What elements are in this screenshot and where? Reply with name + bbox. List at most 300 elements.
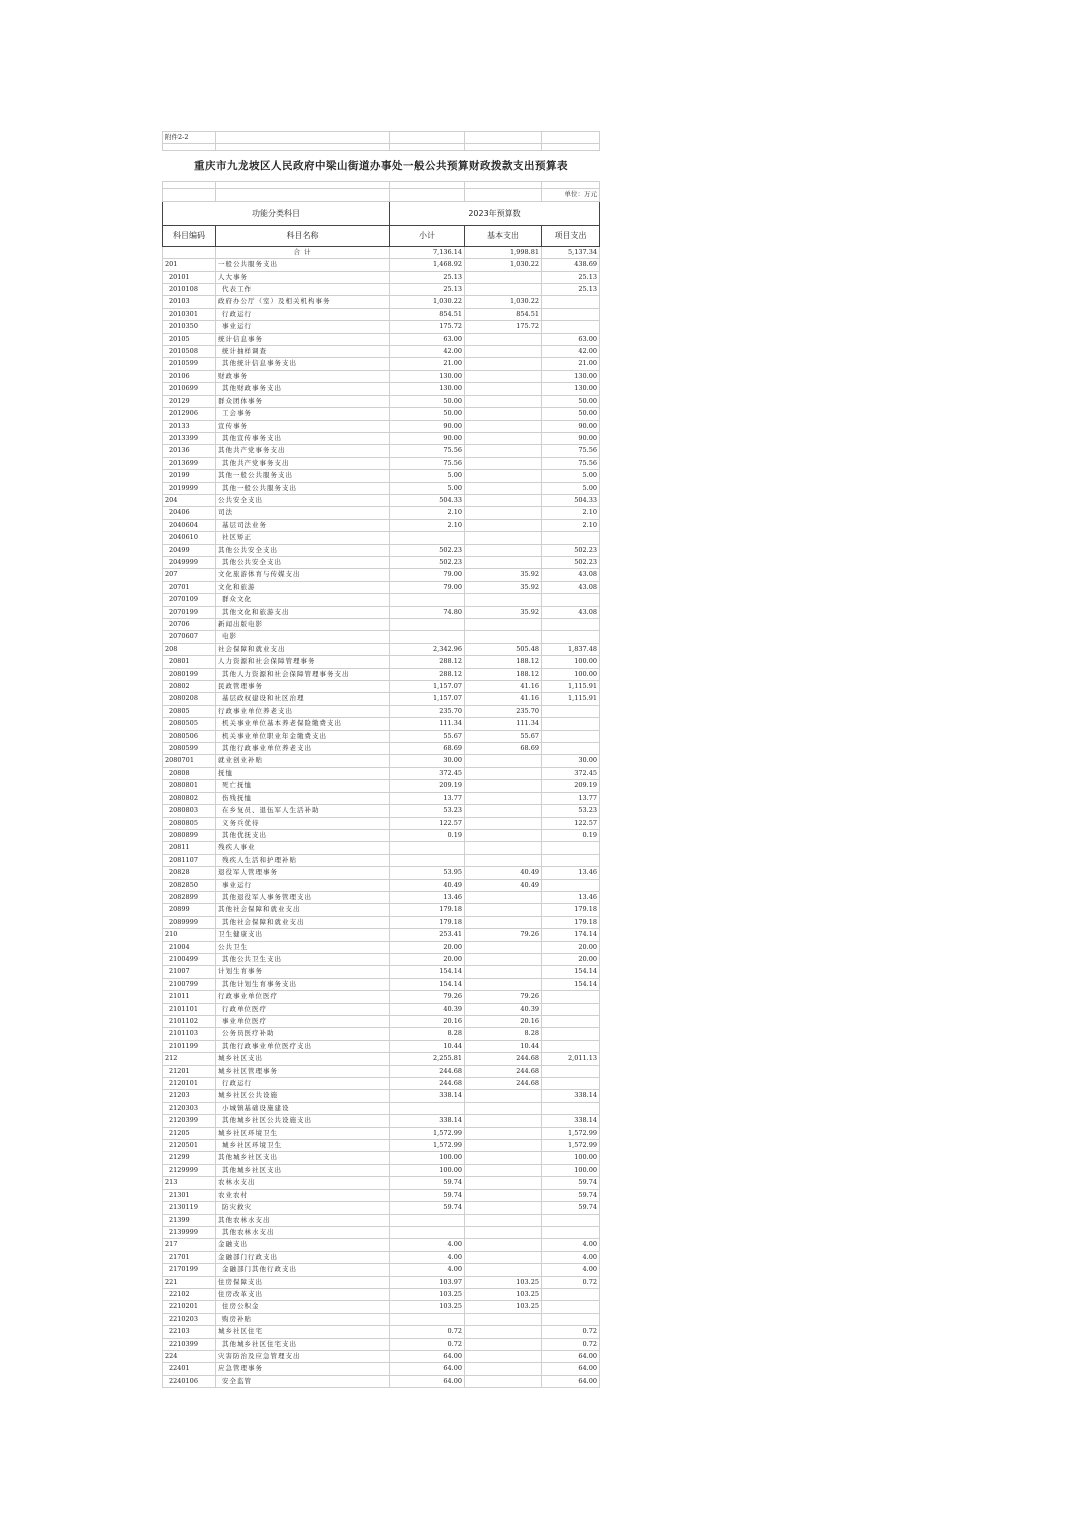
name-cell: 民政管理事务	[216, 681, 390, 693]
table-row	[163, 755, 600, 767]
basic-cell	[465, 1189, 542, 1201]
code-cell: 2082850	[163, 879, 216, 891]
table-row	[163, 1202, 600, 1214]
subtotal-cell: 103.97	[390, 1276, 465, 1288]
project-cell: 20.00	[542, 953, 600, 965]
subtotal-cell: 63.00	[390, 333, 465, 345]
table-row	[163, 470, 600, 482]
unit-label: 单位：万元	[542, 189, 600, 201]
code-cell: 20828	[163, 867, 216, 879]
subtotal-cell: 0.19	[390, 829, 465, 841]
subtotal-cell: 90.00	[390, 432, 465, 444]
table-row	[163, 941, 600, 953]
basic-cell	[465, 941, 542, 953]
basic-cell: 35.92	[465, 606, 542, 618]
table-row	[163, 333, 600, 345]
subtotal-cell: 20.16	[390, 1016, 465, 1028]
code-cell: 2070607	[163, 631, 216, 643]
name-cell: 文化旅游体育与传媒支出	[216, 569, 390, 581]
code-cell: 2101101	[163, 1003, 216, 1015]
name-cell: 城乡社区环境卫生	[216, 1140, 390, 1152]
unit-row	[163, 189, 600, 201]
code-cell: 2080801	[163, 780, 216, 792]
name-cell: 抚恤	[216, 767, 390, 779]
budget-table	[162, 131, 600, 1388]
basic-cell	[465, 544, 542, 556]
table-row	[163, 1301, 600, 1313]
name-cell: 司法	[216, 507, 390, 519]
basic-cell	[465, 432, 542, 444]
code-cell: 2100499	[163, 953, 216, 965]
name-cell: 其他一般公共服务支出	[216, 470, 390, 482]
subtotal-cell: 235.70	[390, 705, 465, 717]
code-cell: 2010350	[163, 321, 216, 333]
basic-cell	[465, 1264, 542, 1276]
table-row	[163, 1152, 600, 1164]
name-cell: 农业农村	[216, 1189, 390, 1201]
project-cell: 0.19	[542, 829, 600, 841]
project-cell: 64.00	[542, 1363, 600, 1375]
basic-cell	[465, 805, 542, 817]
subtotal-cell	[390, 532, 465, 544]
table-row	[163, 991, 600, 1003]
name-cell: 其他退役军人事务管理支出	[216, 891, 390, 903]
code-cell: 2080199	[163, 668, 216, 680]
table-row	[163, 718, 600, 730]
code-cell: 2070109	[163, 594, 216, 606]
project-cell	[542, 718, 600, 730]
subtotal-cell: 1,572.99	[390, 1127, 465, 1139]
basic-cell	[465, 395, 542, 407]
table-row	[163, 681, 600, 693]
basic-cell	[465, 408, 542, 420]
subtotal-cell: 175.72	[390, 321, 465, 333]
subtotal-cell: 103.25	[390, 1288, 465, 1300]
subtotal-cell: 53.95	[390, 867, 465, 879]
project-cell	[542, 594, 600, 606]
table-row	[163, 854, 600, 866]
project-cell: 50.00	[542, 395, 600, 407]
name-cell: 其他宣传事务支出	[216, 432, 390, 444]
code-cell: 2101199	[163, 1040, 216, 1052]
subtotal-cell	[390, 1226, 465, 1238]
basic-cell	[465, 619, 542, 631]
subtotal-cell: 1,157.07	[390, 681, 465, 693]
basic-cell	[465, 792, 542, 804]
project-cell	[542, 532, 600, 544]
name-cell: 统计抽样调查	[216, 346, 390, 358]
basic-cell	[465, 519, 542, 531]
project-cell	[542, 743, 600, 755]
basic-cell: 175.72	[465, 321, 542, 333]
basic-cell: 1,030.22	[465, 296, 542, 308]
basic-cell: 1,030.22	[465, 259, 542, 271]
budget-sheet	[162, 131, 599, 1388]
name-cell: 新闻出版电影	[216, 619, 390, 631]
name-cell: 在乡复员、退伍军人生活补助	[216, 805, 390, 817]
subtotal-cell: 502.23	[390, 544, 465, 556]
project-cell: 75.56	[542, 457, 600, 469]
basic-cell	[465, 482, 542, 494]
code-cell: 21299	[163, 1152, 216, 1164]
basic-cell	[465, 817, 542, 829]
table-row	[163, 383, 600, 395]
basic-cell: 103.25	[465, 1276, 542, 1288]
basic-cell: 20.16	[465, 1016, 542, 1028]
subtotal-cell: 79.00	[390, 569, 465, 581]
table-row	[163, 594, 600, 606]
name-cell: 安全监管	[216, 1375, 390, 1387]
code-cell: 20105	[163, 333, 216, 345]
project-cell: 0.72	[542, 1338, 600, 1350]
name-cell: 代表工作	[216, 284, 390, 296]
subtotal-cell: 50.00	[390, 395, 465, 407]
name-cell: 行政单位医疗	[216, 1003, 390, 1015]
name-cell: 基层政权建设和社区治理	[216, 693, 390, 705]
subtotal-cell: 1,572.99	[390, 1140, 465, 1152]
subtotal-cell: 103.25	[390, 1301, 465, 1313]
code-cell: 20802	[163, 681, 216, 693]
attachment-label: 附件2-2	[163, 132, 216, 144]
project-cell: 50.00	[542, 408, 600, 420]
subtotal-cell: 154.14	[390, 966, 465, 978]
table-row	[163, 271, 600, 283]
project-cell: 372.45	[542, 767, 600, 779]
table-row	[163, 916, 600, 928]
code-cell: 21301	[163, 1189, 216, 1201]
code-cell: 2129999	[163, 1164, 216, 1176]
table-row	[163, 730, 600, 742]
code-cell: 20136	[163, 445, 216, 457]
code-cell: 20811	[163, 842, 216, 854]
basic-cell	[465, 842, 542, 854]
name-cell: 其他计划生育事务支出	[216, 978, 390, 990]
basic-cell	[465, 532, 542, 544]
basic-cell	[465, 767, 542, 779]
total-row	[163, 246, 600, 258]
project-cell	[542, 1078, 600, 1090]
subtotal-cell: 854.51	[390, 308, 465, 320]
name-cell: 行政事业单位医疗	[216, 991, 390, 1003]
subtotal-cell: 10.44	[390, 1040, 465, 1052]
basic-cell	[465, 1202, 542, 1214]
subtotal-cell	[390, 631, 465, 643]
project-cell: 64.00	[542, 1350, 600, 1362]
basic-cell	[465, 271, 542, 283]
table-row	[163, 891, 600, 903]
project-cell: 20.00	[542, 941, 600, 953]
name-cell: 事业单位医疗	[216, 1016, 390, 1028]
basic-cell	[465, 891, 542, 903]
project-cell: 0.72	[542, 1326, 600, 1338]
name-cell: 基层司法业务	[216, 519, 390, 531]
table-row	[163, 829, 600, 841]
table-row	[163, 507, 600, 519]
name-cell: 人大事务	[216, 271, 390, 283]
code-cell: 20103	[163, 296, 216, 308]
code-cell: 2120501	[163, 1140, 216, 1152]
subtotal-cell: 53.23	[390, 805, 465, 817]
table-row	[163, 904, 600, 916]
table-row	[163, 1140, 600, 1152]
code-cell: 2010108	[163, 284, 216, 296]
subtotal-cell: 0.72	[390, 1338, 465, 1350]
table-row	[163, 668, 600, 680]
basic-cell	[465, 346, 542, 358]
code-cell: 2210399	[163, 1338, 216, 1350]
subtotal-cell: 209.19	[390, 780, 465, 792]
code-cell: 22401	[163, 1363, 216, 1375]
project-cell	[542, 854, 600, 866]
basic-cell: 41.16	[465, 693, 542, 705]
subtotal-cell: 79.00	[390, 581, 465, 593]
table-row	[163, 420, 600, 432]
subtotal-cell: 111.34	[390, 718, 465, 730]
project-cell: 1,115.91	[542, 681, 600, 693]
subtotal-cell: 40.49	[390, 879, 465, 891]
subtotal-cell: 0.72	[390, 1326, 465, 1338]
table-row	[163, 643, 600, 655]
subtotal-cell	[390, 1102, 465, 1114]
project-cell: 42.00	[542, 346, 600, 358]
code-cell: 2012906	[163, 408, 216, 420]
code-cell: 221	[163, 1276, 216, 1288]
name-cell: 死亡抚恤	[216, 780, 390, 792]
basic-cell: 505.48	[465, 643, 542, 655]
name-cell: 其他城乡社区支出	[216, 1152, 390, 1164]
code-cell: 217	[163, 1239, 216, 1251]
name-cell: 其他农林水支出	[216, 1214, 390, 1226]
spacer-row	[163, 182, 600, 189]
project-cell	[542, 705, 600, 717]
subtotal-cell: 25.13	[390, 271, 465, 283]
code-cell: 2120303	[163, 1102, 216, 1114]
subtotal-cell: 75.56	[390, 457, 465, 469]
subtotal-cell: 59.74	[390, 1202, 465, 1214]
code-cell: 2210201	[163, 1301, 216, 1313]
project-cell: 53.23	[542, 805, 600, 817]
project-cell: 338.14	[542, 1090, 600, 1102]
project-cell: 25.13	[542, 284, 600, 296]
basic-cell	[465, 829, 542, 841]
basic-cell	[465, 1326, 542, 1338]
project-cell	[542, 1313, 600, 1325]
table-row	[163, 346, 600, 358]
name-cell: 城乡社区管理事务	[216, 1065, 390, 1077]
subtotal-cell: 50.00	[390, 408, 465, 420]
basic-cell: 68.69	[465, 743, 542, 755]
subtotal-cell: 179.18	[390, 916, 465, 928]
header-row-groups	[163, 201, 600, 225]
basic-cell	[465, 370, 542, 382]
code-cell: 21004	[163, 941, 216, 953]
code-cell: 2120399	[163, 1115, 216, 1127]
name-cell: 住房公积金	[216, 1301, 390, 1313]
header-basic: 基本支出	[465, 225, 542, 246]
subtotal-cell: 75.56	[390, 445, 465, 457]
name-cell: 其他一般公共服务支出	[216, 482, 390, 494]
table-row	[163, 966, 600, 978]
basic-cell	[465, 966, 542, 978]
subtotal-cell	[390, 1214, 465, 1226]
basic-cell	[465, 1102, 542, 1114]
code-cell: 2081107	[163, 854, 216, 866]
code-cell: 2013699	[163, 457, 216, 469]
name-cell: 一般公共服务支出	[216, 259, 390, 271]
project-cell: 1,572.99	[542, 1127, 600, 1139]
name-cell: 其他行政事业单位医疗支出	[216, 1040, 390, 1052]
subtotal-cell: 25.13	[390, 284, 465, 296]
project-cell	[542, 842, 600, 854]
project-cell	[542, 1288, 600, 1300]
basic-cell	[465, 1375, 542, 1387]
table-row	[163, 1239, 600, 1251]
table-row	[163, 296, 600, 308]
table-row	[163, 395, 600, 407]
name-cell: 其他优抚支出	[216, 829, 390, 841]
name-cell: 文化和旅游	[216, 581, 390, 593]
code-cell: 2101102	[163, 1016, 216, 1028]
subtotal-cell: 64.00	[390, 1363, 465, 1375]
subtotal-cell: 2,255.81	[390, 1053, 465, 1065]
name-cell: 其他共产党事务支出	[216, 457, 390, 469]
project-cell: 13.46	[542, 891, 600, 903]
basic-cell	[465, 1239, 542, 1251]
code-cell: 2080208	[163, 693, 216, 705]
code-cell: 2080505	[163, 718, 216, 730]
code-cell: 2240106	[163, 1375, 216, 1387]
subtotal-cell: 68.69	[390, 743, 465, 755]
code-cell: 2010599	[163, 358, 216, 370]
table-row	[163, 1350, 600, 1362]
subtotal-cell: 504.33	[390, 494, 465, 506]
project-cell	[542, 321, 600, 333]
basic-cell: 79.26	[465, 991, 542, 1003]
project-cell: 1,115.91	[542, 693, 600, 705]
project-cell	[542, 308, 600, 320]
project-cell: 59.74	[542, 1189, 600, 1201]
table-row	[163, 1264, 600, 1276]
name-cell: 城乡社区支出	[216, 1053, 390, 1065]
table-row	[163, 1276, 600, 1288]
basic-cell	[465, 1363, 542, 1375]
name-cell: 残疾人事业	[216, 842, 390, 854]
subtotal-cell: 5.00	[390, 482, 465, 494]
name-cell: 城乡社区公共设施	[216, 1090, 390, 1102]
basic-cell: 235.70	[465, 705, 542, 717]
table-row	[163, 1363, 600, 1375]
project-cell: 25.13	[542, 271, 600, 283]
basic-cell	[465, 854, 542, 866]
header-row-columns	[163, 225, 600, 246]
basic-cell	[465, 1090, 542, 1102]
basic-cell	[465, 358, 542, 370]
subtotal-cell: 55.67	[390, 730, 465, 742]
code-cell: 22102	[163, 1288, 216, 1300]
table-row	[163, 1102, 600, 1114]
code-cell: 21201	[163, 1065, 216, 1077]
project-cell: 43.08	[542, 606, 600, 618]
project-cell: 438.69	[542, 259, 600, 271]
subtotal-cell: 1,157.07	[390, 693, 465, 705]
code-cell: 21203	[163, 1090, 216, 1102]
subtotal-cell: 4.00	[390, 1264, 465, 1276]
name-cell: 卫生健康支出	[216, 929, 390, 941]
project-cell: 1,837.48	[542, 643, 600, 655]
name-cell: 残疾人生活和护理补贴	[216, 854, 390, 866]
subtotal-cell: 4.00	[390, 1251, 465, 1263]
basic-cell	[465, 755, 542, 767]
basic-cell: 244.68	[465, 1053, 542, 1065]
name-cell: 伤残抚恤	[216, 792, 390, 804]
name-cell: 购房补贴	[216, 1313, 390, 1325]
name-cell: 事业运行	[216, 321, 390, 333]
basic-cell: 103.25	[465, 1301, 542, 1313]
table-row	[163, 370, 600, 382]
code-cell: 2130119	[163, 1202, 216, 1214]
code-cell: 21205	[163, 1127, 216, 1139]
project-cell: 64.00	[542, 1375, 600, 1387]
subtotal-cell: 42.00	[390, 346, 465, 358]
table-row	[163, 817, 600, 829]
subtotal-cell: 59.74	[390, 1189, 465, 1201]
subtotal-cell: 100.00	[390, 1152, 465, 1164]
table-row	[163, 1115, 600, 1127]
project-cell: 43.08	[542, 581, 600, 593]
project-cell: 130.00	[542, 370, 600, 382]
subtotal-cell	[390, 842, 465, 854]
code-cell: 2080599	[163, 743, 216, 755]
attachment-row	[163, 132, 600, 144]
basic-cell: 40.49	[465, 867, 542, 879]
table-row	[163, 1226, 600, 1238]
name-cell: 社区矫正	[216, 532, 390, 544]
table-row	[163, 532, 600, 544]
table-row	[163, 619, 600, 631]
code-cell: 2040604	[163, 519, 216, 531]
name-cell: 义务兵优待	[216, 817, 390, 829]
project-cell: 338.14	[542, 1115, 600, 1127]
table-row	[163, 792, 600, 804]
subtotal-cell: 5.00	[390, 470, 465, 482]
code-cell: 20129	[163, 395, 216, 407]
name-cell: 机关事业单位基本养老保险缴费支出	[216, 718, 390, 730]
basic-cell	[465, 953, 542, 965]
title-row	[163, 151, 600, 182]
basic-cell	[465, 1164, 542, 1176]
project-cell: 100.00	[542, 1164, 600, 1176]
name-cell: 公务员医疗补助	[216, 1028, 390, 1040]
name-cell: 其他财政事务支出	[216, 383, 390, 395]
code-cell: 208	[163, 643, 216, 655]
basic-cell	[465, 1251, 542, 1263]
code-cell: 20701	[163, 581, 216, 593]
total-label: 合 计	[216, 246, 390, 258]
subtotal-cell: 502.23	[390, 556, 465, 568]
name-cell: 其他社会保障和就业支出	[216, 916, 390, 928]
table-row	[163, 1313, 600, 1325]
name-cell: 工会事务	[216, 408, 390, 420]
total-basic: 1,998.81	[465, 246, 542, 258]
table-row	[163, 408, 600, 420]
basic-cell: 188.12	[465, 656, 542, 668]
table-row	[163, 482, 600, 494]
table-row	[163, 1090, 600, 1102]
subtotal-cell: 338.14	[390, 1090, 465, 1102]
basic-cell	[465, 1140, 542, 1152]
project-cell	[542, 1065, 600, 1077]
name-cell: 防灾救灾	[216, 1202, 390, 1214]
